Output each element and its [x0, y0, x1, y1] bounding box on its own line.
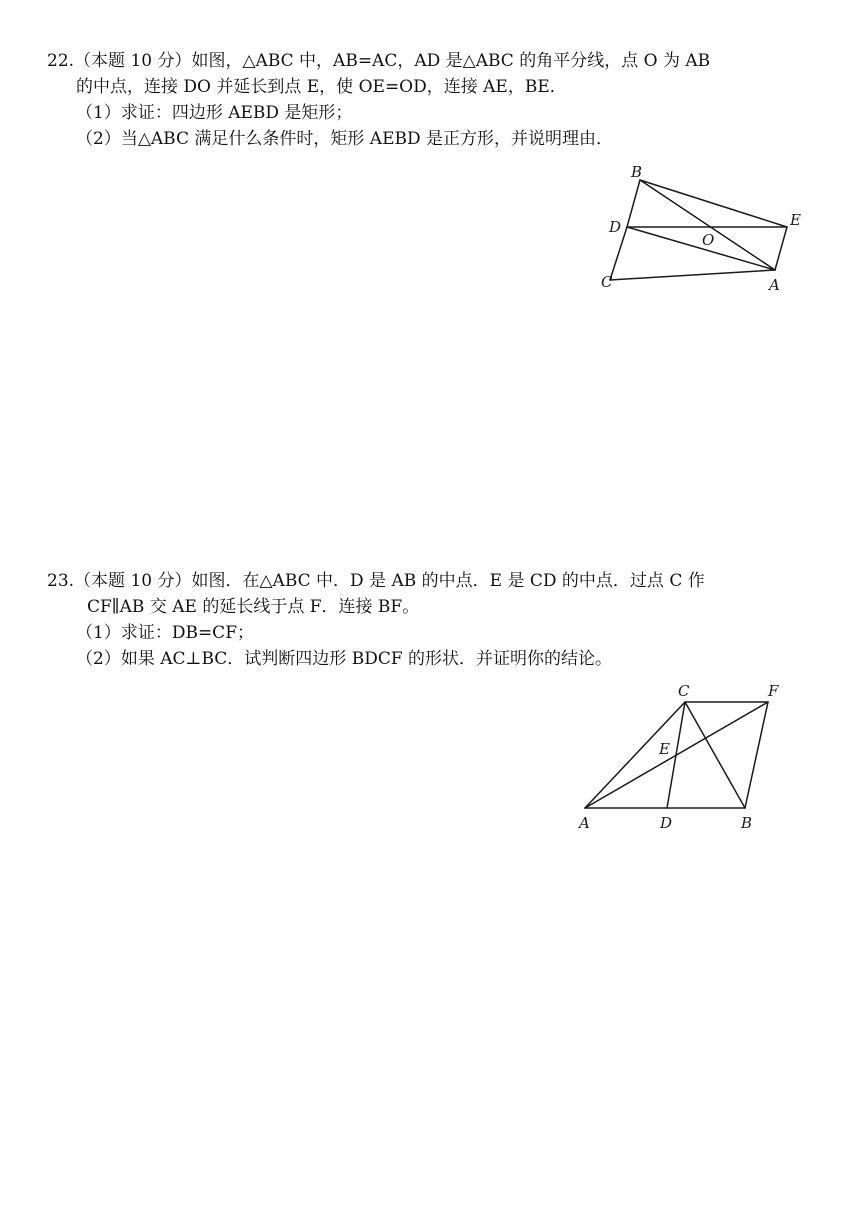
label-A: A: [579, 814, 590, 832]
problem-23-line-1: 23.（本题 10 分）如图．在△ABC 中．D 是 AB 的中点．E 是 CD 的中点．过点 C 作: [47, 571, 705, 591]
label-O: O: [702, 231, 715, 249]
label-A: A: [769, 276, 780, 294]
label-C: C: [601, 273, 613, 291]
problem-22-line-2: 的中点，连接 DO 并延长到点 E，使 OE=OD，连接 AE，BE．: [76, 77, 567, 97]
segment-CB: [685, 702, 745, 808]
problem-22-part-1: （1）求证：四边形 AEBD 是矩形；: [76, 103, 353, 123]
label-E: E: [790, 211, 801, 229]
problem-23-part-1: （1）求证：DB=CF；: [76, 623, 254, 643]
label-C: C: [678, 682, 690, 700]
segment-DA: [627, 227, 775, 270]
segment-BA: [640, 180, 775, 270]
problem-23-line-2: CF∥AB 交 AE 的延长线于点 F．连接 BF。: [87, 597, 420, 617]
problem-22-figure: [595, 160, 815, 295]
segment-EA: [775, 227, 787, 270]
problem-23-part-2: （2）如果 AC⊥BC．试判断四边形 BDCF 的形状．并证明你的结论。: [76, 649, 613, 669]
segment-BE: [640, 180, 787, 227]
label-F: F: [768, 682, 779, 700]
label-B: B: [741, 814, 753, 832]
segment-FB: [745, 702, 768, 808]
label-E: E: [659, 740, 670, 758]
problem-22-line-1: 22.（本题 10 分）如图，△ABC 中，AB=AC，AD 是△ABC 的角平分线，点 O 为 AB: [47, 51, 711, 71]
label-D: D: [660, 814, 673, 832]
problem-23-figure: [575, 678, 790, 833]
segment-BD: [627, 180, 640, 227]
label-B: B: [631, 163, 643, 181]
problem-22-part-2: （2）当△ABC 满足什么条件时，矩形 AEBD 是正方形，并说明理由．: [76, 129, 614, 149]
label-D: D: [609, 218, 622, 236]
segment-CA: [610, 270, 775, 280]
